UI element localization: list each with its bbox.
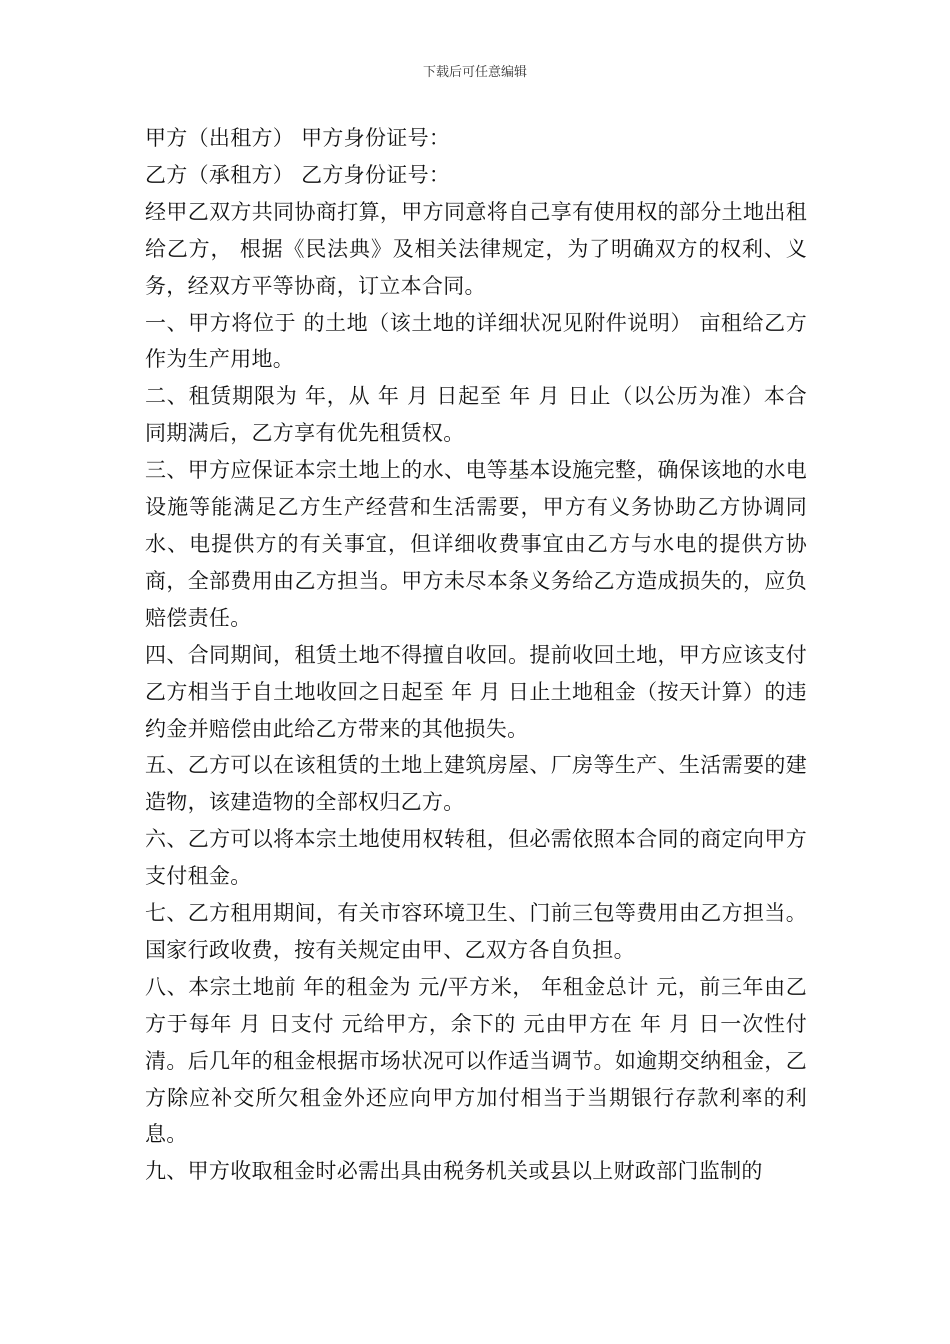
- clause-6: 六、乙方可以将本宗土地使用权转租，但必需依照本合同的商定向甲方支付租金。: [145, 827, 807, 889]
- party-a-line: 甲方（出租方） 甲方身份证号：: [145, 126, 451, 150]
- clause-5: 五、乙方可以在该租赁的土地上建筑房屋、厂房等生产、生活需要的建造物，该建造物的全部权归乙方。: [145, 753, 807, 815]
- clause-4: 四、合同期间，租赁土地不得擅自收回。提前收回土地，甲方应该支付乙方相当于自土地收回之日起至 年 月 日止土地租金（按天计算）的违约金并赔偿由此给乙方带来的其他损失。: [145, 642, 807, 741]
- contract-body: [145, 120, 807, 1190]
- preamble-paragraph: 经甲乙双方共同协商打算，甲方同意将自己享有使用权的部分土地出租给乙方， 根据《民法典》及相关法律规定，为了明确双方的权利、义务，经双方平等协商，订立本合同。: [145, 199, 807, 298]
- clause-8: 八、本宗土地前 年的租金为 元/平方米， 年租金总计 元，前三年由乙方于每年 月 日支付 元给甲方，余下的 元由甲方在 年 月 日一次性付清。后几年的租金根据市场状况可以作适当调节。如逾期交纳租金，乙方除应补交所欠租金外还应向甲方加付相当于当期银行存款利率的利息。: [145, 974, 807, 1147]
- clause-3: 三、甲方应保证本宗土地上的水、电等基本设施完整，确保该地的水电设施等能满足乙方生产经营和生活需要，甲方有义务协助乙方协调同水、电提供方的有关事宜，但详细收费事宜由乙方与水电的提供方协商，全部费用由乙方担当。甲方未尽本条义务给乙方造成损失的，应负赔偿责任。: [145, 458, 807, 630]
- page-header-note: 下载后可任意编辑: [422, 65, 527, 80]
- party-b-line: 乙方（承租方） 乙方身份证号：: [145, 162, 451, 187]
- clause-7: 七、乙方租用期间，有关市容环境卫生、门前三包等费用由乙方担当。国家行政收费，按有关规定由甲、乙双方各自负担。: [145, 901, 807, 962]
- clause-1: 一、甲方将位于 的土地（该土地的详细状况见附件说明） 亩租给乙方作为生产用地。: [145, 310, 807, 372]
- clause-2: 二、租赁期限为 年，从 年 月 日起至 年 月 日止（以公历为准）本合同期满后，乙方享有优先租赁权。: [145, 384, 807, 446]
- clause-9: 九、甲方收取租金时必需出具由税务机关或县以上财政部门监制的: [145, 1159, 763, 1184]
